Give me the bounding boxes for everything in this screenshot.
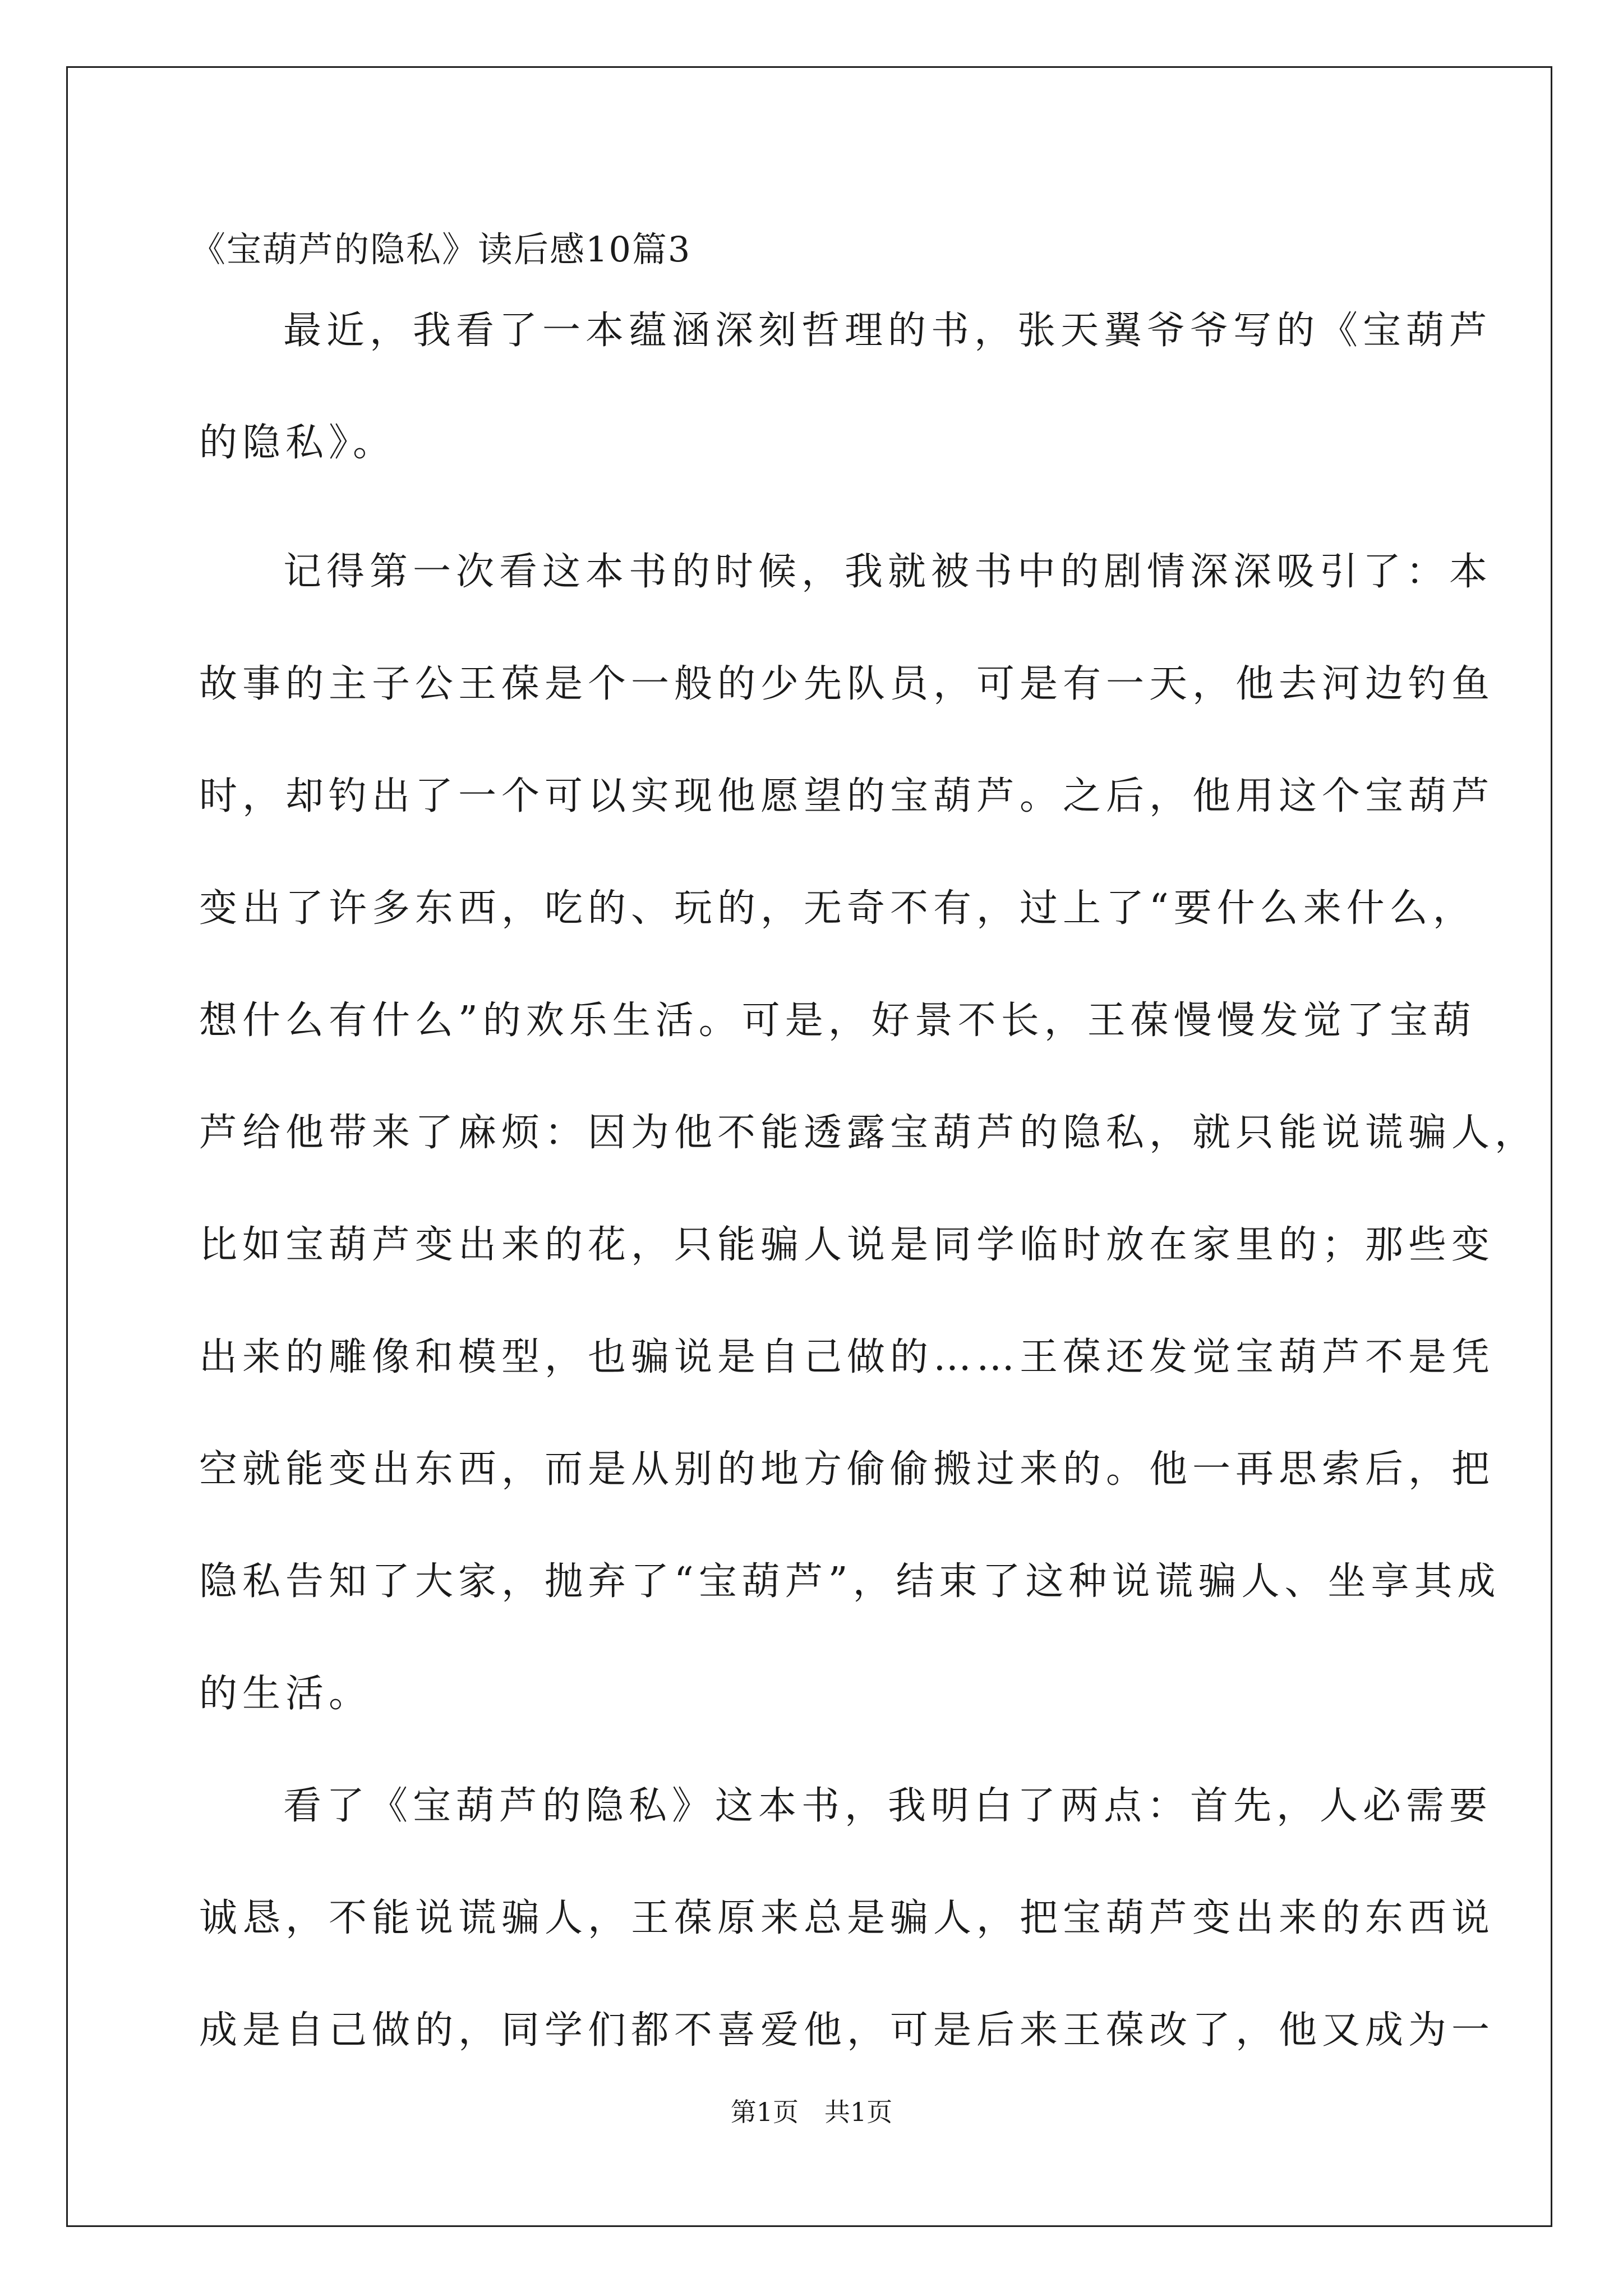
paragraph-3-line-2: 诚恳，不能说谎骗人，王葆原来总是骗人，把宝葫芦变出来的东西说	[199, 1896, 1495, 1940]
paragraph-2-line-4: 变出了许多东西，吃的、玩的，无奇不有，过上了“要什么来什么，	[199, 886, 1476, 931]
paragraph-1-line-2: 的隐私》。	[199, 421, 396, 465]
paragraph-3-line-1: 看了《宝葫芦的隐私》这本书，我明白了两点：首先，人必需要	[283, 1784, 1493, 1828]
paragraph-2-line-9: 空就能变出东西，而是从别的地方偷偷搬过来的。他一再思索后，把	[199, 1447, 1495, 1492]
paragraph-2-line-6: 芦给他带来了麻烦：因为他不能透露宝葫芦的隐私，就只能说谎骗人，	[199, 1111, 1538, 1155]
paragraph-2-line-1: 记得第一次看这本书的时候，我就被书中的剧情深深吸引了：本	[283, 550, 1493, 594]
paragraph-2-line-5: 想什么有什么”的欢乐生活。可是，好景不长，王葆慢慢发觉了宝葫	[199, 999, 1476, 1043]
document-title: 《宝葫芦的隐私》读后感10篇3	[191, 229, 691, 270]
paragraph-1-line-1: 最近，我看了一本蕴涵深刻哲理的书，张天翼爷爷写的《宝葫芦	[283, 309, 1493, 353]
paragraph-3-line-3: 成是自己做的，同学们都不喜爱他，可是后来王葆改了，他又成为一	[199, 2008, 1495, 2053]
paragraph-2-line-10: 隐私告知了大家，抛弃了“宝葫芦”，结束了这种说谎骗人、坐享其成	[199, 1559, 1501, 1604]
paragraph-2-line-2: 故事的主子公王葆是个一般的少先队员，可是有一天，他去河边钓鱼	[199, 662, 1495, 706]
page-footer: 第1页 共1页	[730, 2097, 893, 2127]
paragraph-2-line-8: 出来的雕像和模型，也骗说是自己做的……王葆还发觉宝葫芦不是凭	[199, 1335, 1495, 1379]
paragraph-2-line-3: 时，却钓出了一个可以实现他愿望的宝葫芦。之后，他用这个宝葫芦	[199, 774, 1495, 818]
paragraph-2-line-7: 比如宝葫芦变出来的花，只能骗人说是同学临时放在家里的；那些变	[199, 1223, 1495, 1267]
paragraph-2-line-11: 的生活。	[199, 1672, 372, 1716]
